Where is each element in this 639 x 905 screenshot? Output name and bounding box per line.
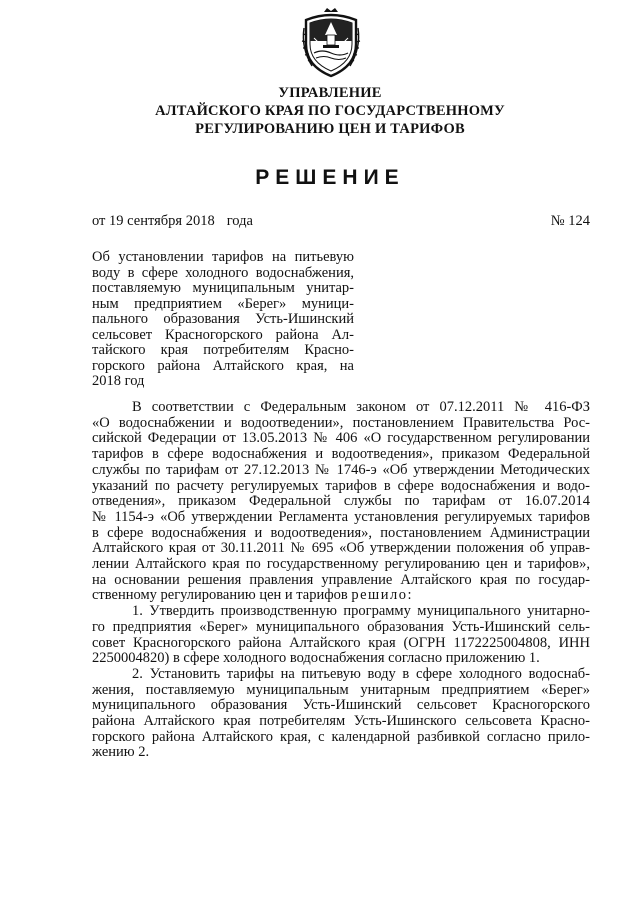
- body-line-prefix: ственному регулированию цен и тарифов: [92, 587, 352, 604]
- body-line: тарифов в сфере водоснабжения и водоотведения», приказом Федеральной: [92, 446, 590, 463]
- subject-line: Об установлении тарифов на питьевую: [92, 249, 354, 265]
- item-1-line: 2250004820) в сфере холодного водоснабжения согласно приложению 1.: [92, 650, 540, 667]
- organization-line: УПРАВЛЕНИЕ: [278, 85, 382, 101]
- item-1-line: совет Красногорского района Алтайского края (ОГРН 1172225004808, ИНН: [92, 634, 590, 651]
- subject-line: горского района Алтайского края, на: [92, 357, 354, 374]
- subject-line: воду в сфере холодного водоснабжения,: [92, 264, 354, 281]
- subject-line: сельсовет Красногорского района Ал-: [92, 326, 354, 343]
- body-line: «О водоснабжении и водоотведении», постановлением Правительства Рос-: [92, 414, 590, 431]
- subject-line: поставляемую муниципальным унитар-: [92, 280, 354, 296]
- organization-name: [60, 84, 600, 138]
- item-2-line: жению 2.: [92, 744, 150, 761]
- subject-line: тайского края потребителям Красно-: [92, 342, 354, 358]
- resolution-word: решило: [351, 587, 408, 604]
- subject-line: пального образования Усть-Ишинский: [92, 311, 354, 327]
- body-line: службы по тарифам от 27.12.2013 № 1746-э «Об утверждении Методических: [92, 461, 590, 478]
- date-prefix: от 19 сентября 2018: [92, 213, 215, 229]
- body-line: лении Алтайского края по государственному регулированию цен и тарифов»,: [92, 556, 590, 573]
- subject-line: ным предприятием «Берег» муници-: [92, 295, 354, 312]
- document-subject: [92, 250, 354, 390]
- item-2-line: муниципального образования Усть-Ишинский сельсовет Красногорского: [92, 697, 590, 714]
- body-line: В соответствии с Федеральным законом от 07.12.2011 № 416-ФЗ: [132, 399, 590, 415]
- body-line: отведения», приказом Федеральной службы по тарифам от 16.07.2014: [92, 493, 590, 510]
- organization-line: РЕГУЛИРОВАНИЮ ЦЕН И ТАРИФОВ: [195, 121, 465, 137]
- body-line: указаний по расчету регулируемых тарифов в сфере водоснабжения и водо-: [92, 477, 590, 494]
- document-body: [92, 400, 590, 761]
- item-2-line: жения, поставляемую муниципальным унитарным предприятием «Берег»: [92, 681, 590, 698]
- document-number: № 124: [550, 213, 590, 229]
- body-line-suffix: :: [407, 587, 412, 604]
- body-line: [92, 588, 590, 604]
- body-line: на основании решения правления управление Алтайского края по государ-: [92, 571, 590, 588]
- document-date: [92, 213, 253, 230]
- date-suffix: года: [226, 213, 253, 229]
- body-line: Алтайского края от 30.11.2011 № 695 «Об утверждении положения об управ-: [92, 540, 590, 557]
- item-1-line: го предприятия «Берег» муниципального образования Усть-Ишинский сель-: [92, 618, 590, 635]
- organization-line: АЛТАЙСКОГО КРАЯ ПО ГОСУДАРСТВЕННОМУ: [155, 103, 505, 119]
- body-line: в сфере водоснабжения и водоотведения», постановлением Администрации: [92, 524, 590, 541]
- document-type-title: РЕШЕНИЕ: [255, 166, 405, 189]
- coat-of-arms-emblem: [300, 8, 362, 78]
- item-2-line: горского района Алтайского края, с календарной разбивкой согласно прило-: [92, 728, 590, 745]
- item-1-line: 1. Утвердить производственную программу муниципального унитарно-: [132, 603, 590, 620]
- item-2-line: района Алтайского края потребителям Усть-Ишинского сельсовета Красно-: [92, 713, 590, 730]
- body-line: сийской Федерации от 13.05.2013 № 406 «О государственном регулировании: [92, 430, 590, 447]
- subject-line: 2018 год: [92, 373, 145, 389]
- item-2-line: 2. Установить тарифы на питьевую воду в сфере холодного водоснаб-: [132, 665, 590, 682]
- body-line: № 1154-э «Об утверждении Регламента установления регулируемых тарифов: [92, 508, 590, 525]
